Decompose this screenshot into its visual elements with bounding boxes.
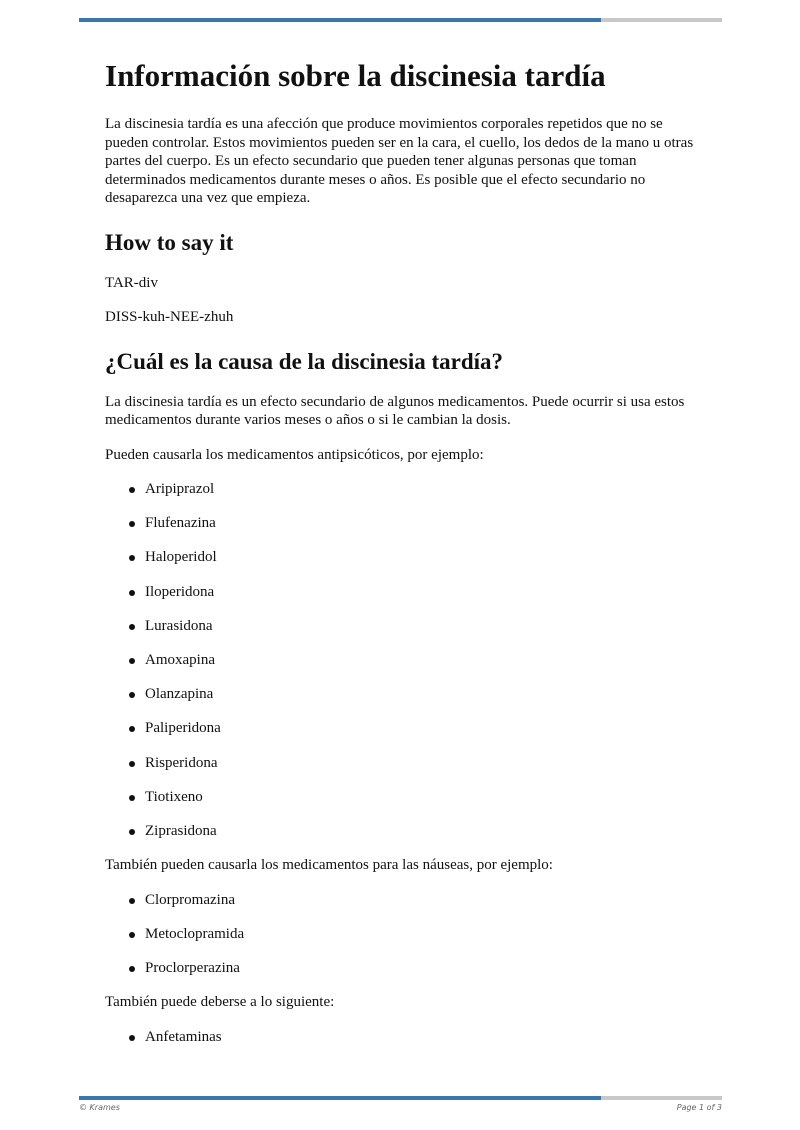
list-item <box>105 514 705 533</box>
document-body <box>105 56 705 1062</box>
bullet-icon <box>129 795 135 801</box>
list-item <box>105 685 705 704</box>
bullet-icon <box>129 555 135 561</box>
list-item-label: Clorpromazina <box>145 891 235 908</box>
list-item <box>105 788 705 807</box>
list-item <box>105 617 705 636</box>
list-item-label: Iloperidona <box>145 583 215 600</box>
intro-paragraph: La discinesia tardía es una afección que produce movimientos corporales repetidos que no se pueden controlar. Estos movimientos pueden ser en la cara, el cuello, los dedos de la mano u otras partes del cuerpo. Es un efecto secundario que pueden tener algunas personas que toman determinados medicamentos durante meses o años. Es posible que el efecto secundario no desaparezca una vez que empieza. <box>105 116 694 206</box>
list-item-label: Lurasidona <box>145 617 213 634</box>
nausea-meds-list <box>105 891 705 978</box>
bullet-icon <box>129 932 135 938</box>
cause-paragraph: La discinesia tardía es un efecto secundario de algunos medicamentos. Puede ocurrir si usa estos medicamentos durante varios meses o años o si le cambian la dosis. <box>105 393 685 428</box>
list-item <box>105 583 705 602</box>
other-causes-list <box>105 1028 705 1047</box>
bullet-icon <box>129 761 135 767</box>
list-item <box>105 548 705 567</box>
nausea-meds-intro: También pueden causarla los medicamentos para las náuseas, por ejemplo: <box>105 857 553 874</box>
list-item-label: Risperidona <box>145 754 218 771</box>
bullet-icon <box>129 624 135 630</box>
bullet-icon <box>129 590 135 596</box>
list-item-label: Amoxapina <box>145 651 215 668</box>
bullet-icon <box>129 692 135 698</box>
footer-page-number: Page 1 of 3 <box>676 1103 722 1112</box>
footer-progress-fill <box>79 1096 601 1100</box>
list-item-label: Haloperidol <box>145 549 217 566</box>
list-item-label: Anfetaminas <box>145 1028 222 1045</box>
bullet-icon <box>129 829 135 835</box>
section-heading-pronunciation: How to say it <box>105 229 234 255</box>
list-item <box>105 719 705 738</box>
header-progress-bar <box>79 18 722 22</box>
list-item <box>105 925 705 944</box>
bullet-icon <box>129 898 135 904</box>
list-item-label: Flufenazina <box>145 515 216 532</box>
bullet-icon <box>129 1035 135 1041</box>
bullet-icon <box>129 521 135 527</box>
bullet-icon <box>129 658 135 664</box>
footer-copyright: © Krames <box>79 1103 120 1112</box>
antipsychotics-list <box>105 480 705 840</box>
list-item <box>105 1028 705 1047</box>
list-item-label: Aripiprazol <box>145 481 215 497</box>
page-title: Información sobre la discinesia tardía <box>105 58 606 93</box>
bullet-icon <box>129 726 135 732</box>
list-item-label: Ziprasidona <box>145 822 217 839</box>
pronunciation-line: TAR-div <box>105 274 158 291</box>
list-item-label: Tiotixeno <box>145 788 203 805</box>
list-item <box>105 754 705 773</box>
other-causes-intro: También puede deberse a lo siguiente: <box>105 994 335 1011</box>
header-progress-fill <box>79 18 601 22</box>
list-item <box>105 822 705 841</box>
list-item-label: Paliperidona <box>145 720 221 737</box>
pronunciation-line: DISS-kuh-NEE-zhuh <box>105 309 234 325</box>
list-item-label: Olanzapina <box>145 686 214 703</box>
antipsychotics-intro: Pueden causarla los medicamentos antipsicóticos, por ejemplo: <box>105 446 484 463</box>
list-item-label: Proclorperazina <box>145 959 240 976</box>
list-item <box>105 480 705 499</box>
footer-progress-bar <box>79 1096 722 1100</box>
list-item <box>105 651 705 670</box>
bullet-icon <box>129 966 135 972</box>
section-heading-cause: ¿Cuál es la causa de la discinesia tardía? <box>105 348 504 374</box>
list-item <box>105 959 705 978</box>
bullet-icon <box>129 487 135 493</box>
list-item <box>105 891 705 910</box>
list-item-label: Metoclopramida <box>145 925 245 942</box>
